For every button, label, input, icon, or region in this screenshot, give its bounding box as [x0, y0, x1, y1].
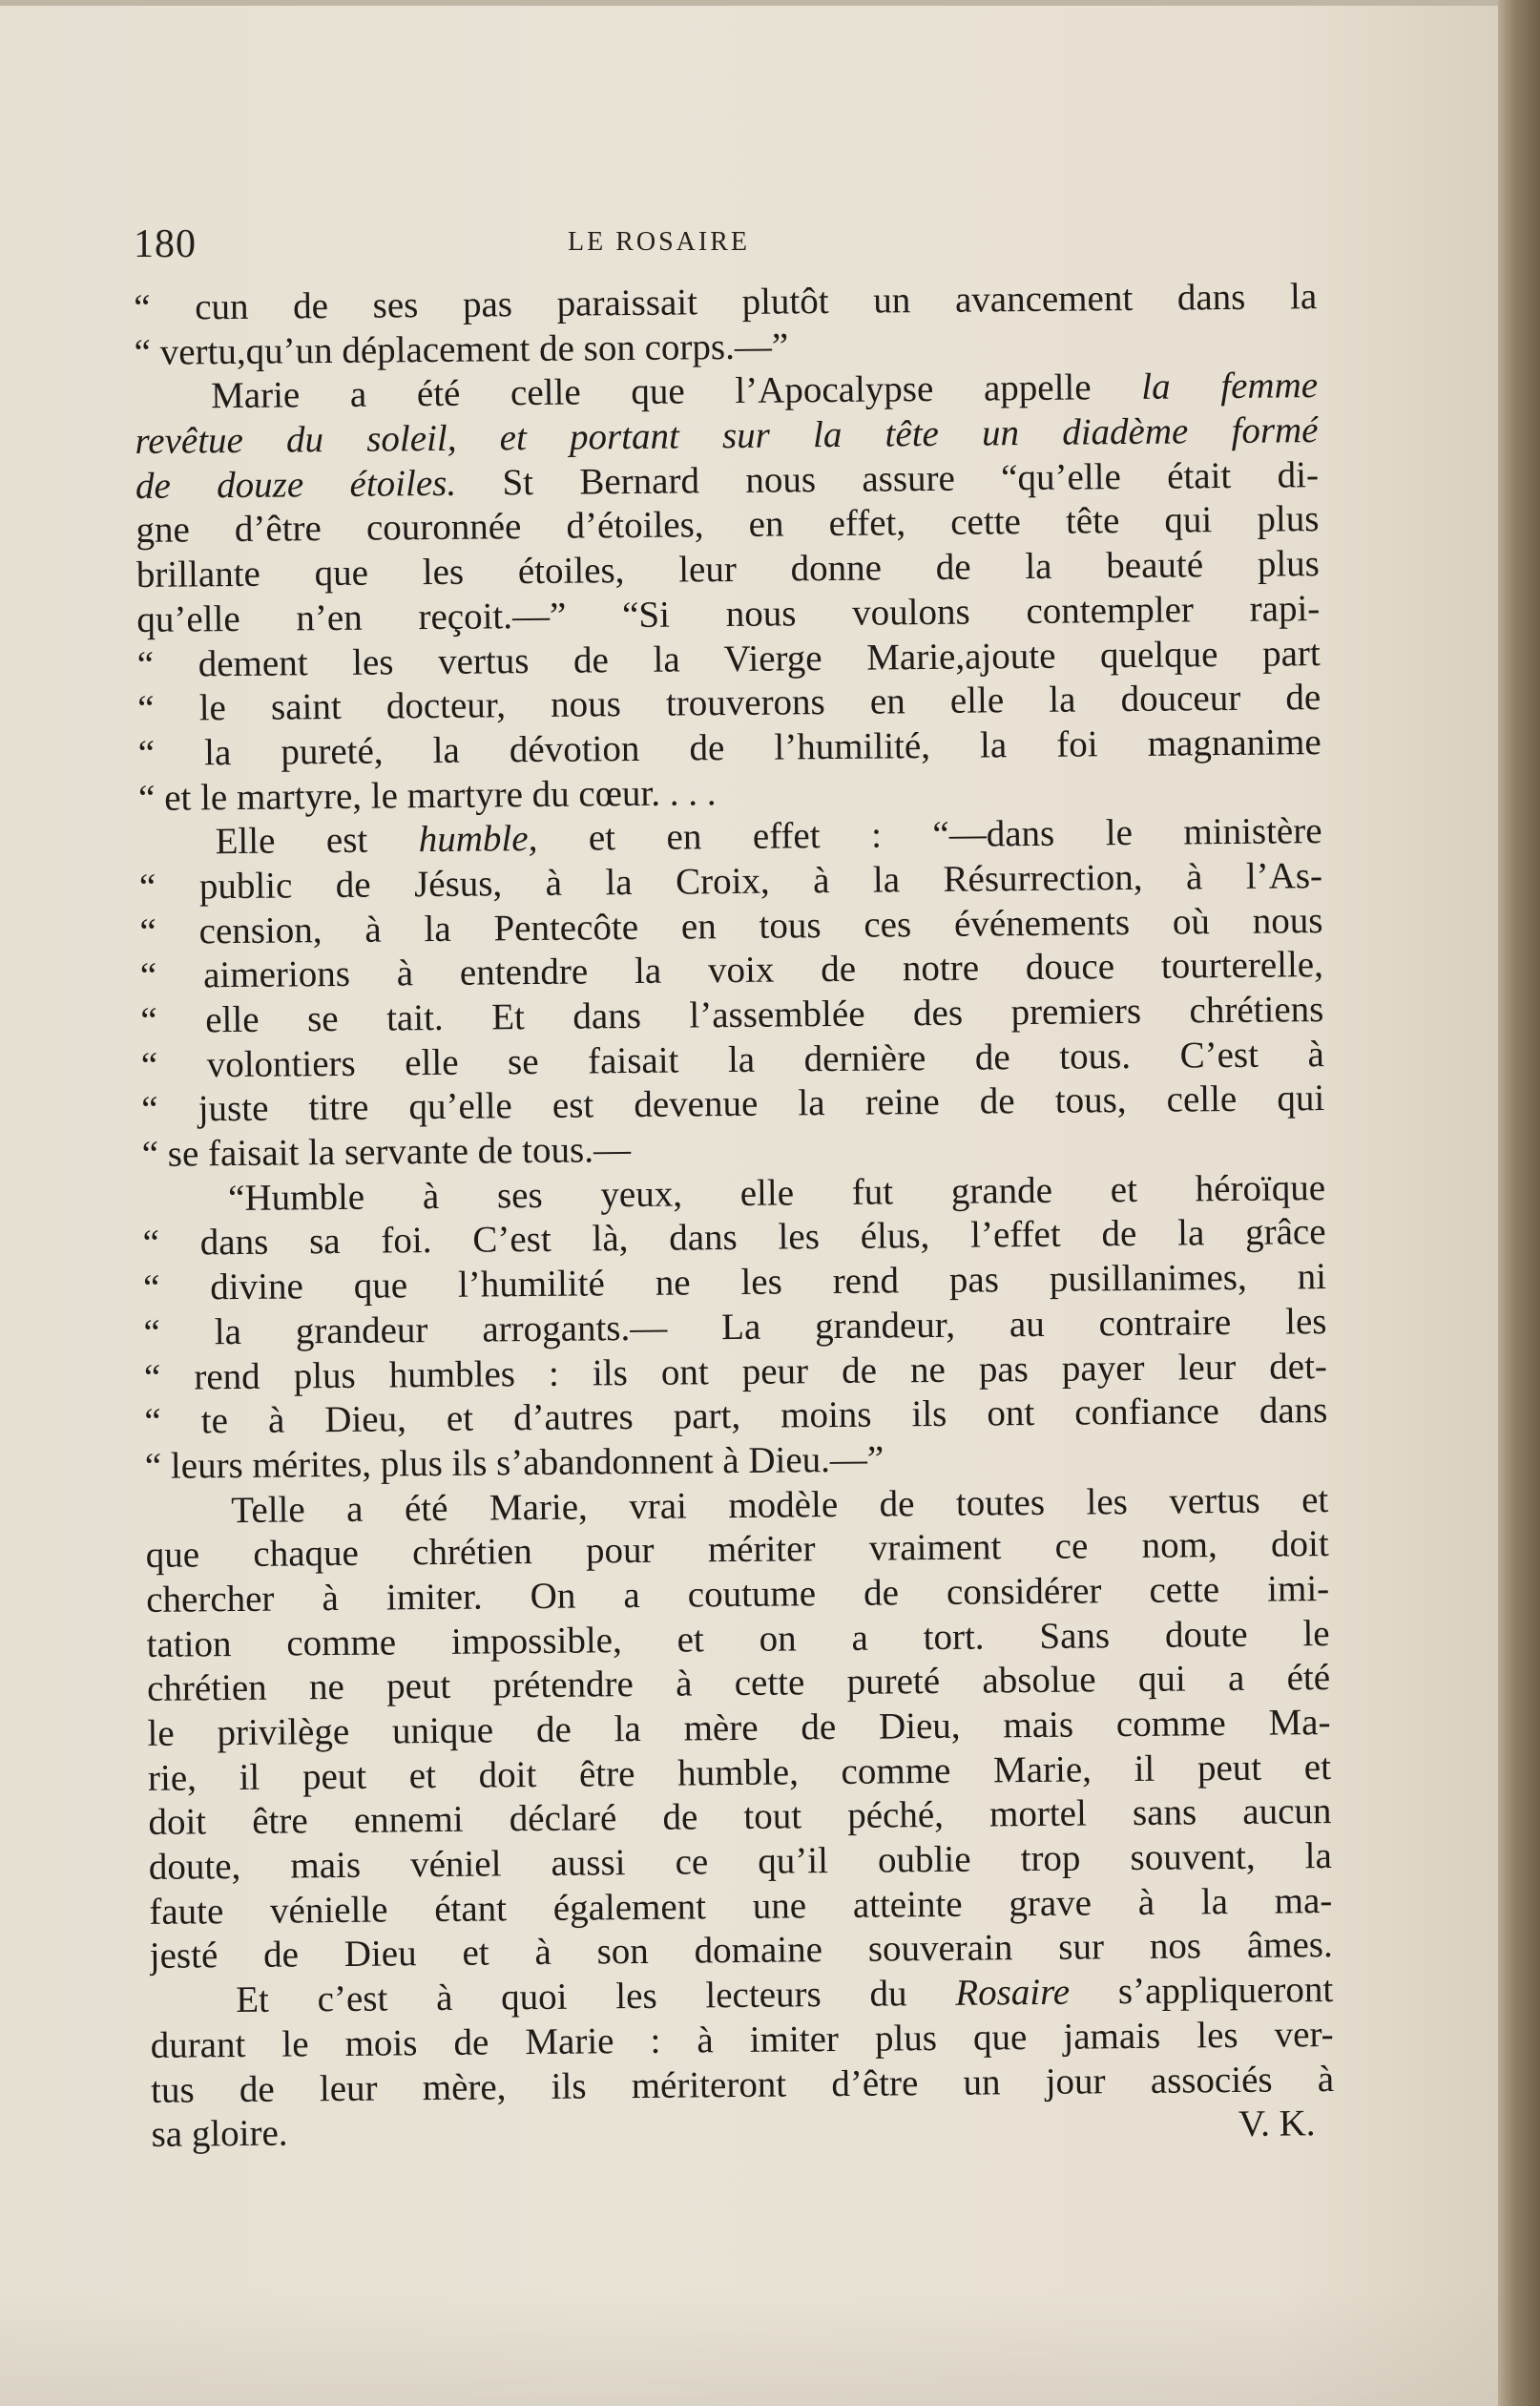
text-line: “ la pureté, la dévotion de l’humilité, la foi magnanime — [137, 721, 1321, 774]
text-line: tus de leur mère, ils mériteront d’être un jour associés à — [150, 2058, 1335, 2111]
text-line: “ vertu,qu’un déplacement de son corps.—” — [134, 325, 789, 373]
text-line: “ cun de ses pas paraissait plutôt un avancement dans la — [134, 276, 1318, 328]
text-line: “ volontiers elle se faisait la dernière de tous. C’est à — [140, 1033, 1324, 1086]
text-line: Telle a été Marie, vrai modèle de toutes les vertus et — [231, 1478, 1329, 1531]
text-line: “ le saint docteur, nous trouverons en elle la douceur de — [137, 677, 1321, 730]
text-line: rie, il peut et doit être humble, comme Marie, il peut et — [147, 1746, 1332, 1799]
text-line: doit être ennemi déclaré de tout péché, mortel sans aucun — [148, 1790, 1332, 1844]
italic-word: Rosaire — [955, 1971, 1071, 2014]
text-line: “ aimerions à entendre la voix de notre douce tourterelle, — [139, 944, 1324, 997]
italic-phrase: la femme — [1141, 365, 1319, 408]
text-line: “ leurs mérites, plus ils s’abandonnent à Dieu.—” — [144, 1438, 884, 1487]
text-line: le privilège unique de la mère de Dieu, mais comme Ma- — [147, 1702, 1331, 1754]
text-line: “ te à Dieu, et d’autres part, moins ils ont confiance dans — [144, 1390, 1328, 1443]
text-line: “ public de Jésus, à la Croix, à la Résurrection, à l’As- — [138, 855, 1323, 908]
text-line: “ cension, à la Pentecôte en tous ces événements où nous — [139, 899, 1323, 952]
italic-phrase: revêtue du soleil, et portant sur la tête un diadème formé — [135, 409, 1319, 463]
text-line: “ elle se tait. Et dans l’assemblée des premiers chrétiens — [140, 989, 1324, 1041]
text-line: “ divine que l’humilité ne les rend pas pusillanimes, ni — [142, 1256, 1327, 1309]
text-segment: Elle est — [215, 819, 368, 863]
bottom-page-shading — [0, 2291, 1498, 2406]
page-header — [134, 221, 1317, 279]
body-text — [134, 275, 1335, 2158]
page-edge-shadow — [1498, 0, 1540, 2406]
text-segment: Et c’est à quoi les lecteurs du — [236, 1973, 907, 2021]
text-line: chrétien ne peut prétendre à cette pureté absolue qui a été — [146, 1657, 1331, 1710]
author-signature: V. K. — [1238, 2103, 1316, 2145]
italic-phrase: de douze étoiles. — [135, 462, 457, 507]
running-head: LE ROSAIRE — [568, 227, 750, 257]
text-line: jesté de Dieu et à son domaine souverain sur nos âmes. — [149, 1924, 1333, 1977]
text-line: durant le mois de Marie : à imiter plus que jamais les ver- — [150, 2013, 1334, 2066]
text-line: doute, mais véniel aussi ce qu’il oublie trop souvent, la — [148, 1835, 1333, 1888]
text-segment: et en effet : “—dans le ministère — [588, 810, 1322, 859]
text-segment: sa gloire. — [151, 2112, 288, 2156]
text-line: brillante que les étoiles, leur donne de la beauté plus — [135, 543, 1321, 596]
text-line: faute vénielle étant également une atteinte grave à la ma- — [149, 1879, 1333, 1933]
text-line: gne d’être couronnée d’étoiles, en effet, cette tête qui plus — [135, 498, 1320, 552]
top-edge-rule — [0, 0, 1498, 6]
italic-word: humble, — [418, 818, 538, 861]
text-segment: St Bernard nous assure “qu’elle était di- — [502, 453, 1320, 504]
text-segment: s’appliqueront — [1117, 1969, 1334, 2013]
text-line: “Humble à ses yeux, elle fut grande et héroïque — [227, 1166, 1326, 1219]
text-line: qu’elle n’en reçoit.—” “Si nous voulons contempler rapi- — [136, 587, 1321, 640]
text-line: que chaque chrétien pour mériter vraiment ce nom, doit — [145, 1523, 1329, 1577]
text-line: “ dans sa foi. C’est là, dans les élus, l’effet de la grâce — [142, 1211, 1326, 1265]
text-line: tation comme impossible, et on a tort. Sans doute le — [146, 1612, 1330, 1665]
text-line: “ se faisait la servante de tous.— — [141, 1129, 632, 1176]
text-line: “ et le martyre, le martyre du cœur. . . . — [137, 771, 717, 819]
text-line: “ la grandeur arrogants.— La grandeur, au contraire les — [143, 1300, 1327, 1353]
text-segment: Marie a été celle que l’Apocalypse appelle — [210, 366, 1092, 417]
text-line: chercher à imiter. On a coutume de considérer cette imi- — [146, 1567, 1330, 1621]
text-line: “ juste titre qu’elle est devenue la reine de tous, celle qui — [141, 1077, 1325, 1131]
text-line: “ dement les vertus de la Vierge Marie,ajoute quelque part — [136, 632, 1321, 685]
page-number: 180 — [134, 222, 197, 266]
text-line: “ rend plus humbles : ils ont peur de ne pas payer leur det- — [143, 1345, 1328, 1398]
